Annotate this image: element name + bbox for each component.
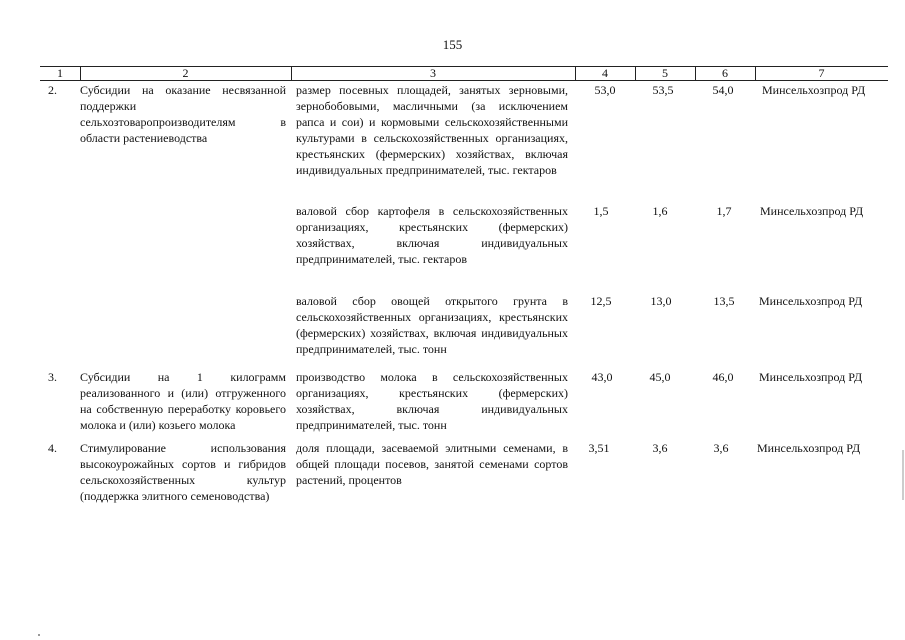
indicator-text: валовой сбор овощей открытого грунта в сельскохозяйственных организациях, крестьянских (фермерских) хозяйствах, включая индивидуальных предпринимателей, тыс. тонн	[296, 294, 568, 356]
row-number: 3.	[48, 370, 57, 384]
responsible: Минсельхозпрод РД	[759, 294, 863, 308]
value-year-2: 45,0	[649, 370, 671, 384]
value-year-1: 1,5	[593, 204, 609, 218]
responsible: Минсельхозпрод РД	[760, 204, 864, 218]
col-header-4: 4	[602, 66, 608, 80]
responsible: Минсельхозпрод РД	[757, 441, 861, 455]
value-year-3: 46,0	[712, 370, 734, 384]
indicator-text: доля площади, засеваемой элитными семенами, в общей площади посевов, занятой семенами сортов растений, процентов	[296, 441, 568, 487]
col-header-1: 1	[57, 66, 63, 80]
scan-dot	[38, 634, 40, 636]
value-year-1: 12,5	[590, 294, 612, 308]
value-year-1: 3,51	[588, 441, 610, 455]
page-number: 155	[442, 37, 463, 52]
measure-name: Стимулирование использования высокоурожайных сортов и гибридов сельскохозяйственных культур (поддержка элитного семеноводства)	[80, 441, 286, 503]
col-header-7: 7	[818, 66, 825, 80]
indicator-text: валовой сбор картофеля в сельскохозяйственных организациях, крестьянских (фермерских) хозяйствах, включая индивидуальных предпринимателей, тыс. гектаров	[296, 204, 568, 266]
col-header-5: 5	[662, 66, 668, 80]
measure-name: Субсидии на 1 килограмм реализованного и (или) отгруженного на собственную переработку коровьего молока и (или) козьего молока	[80, 370, 286, 432]
row-number: 2.	[48, 83, 57, 97]
indicator-text: производство молока в сельскохозяйственных организациях, крестьянских (фермерских) хозяйствах, включая индивидуальных предпринимателей, тыс. тонн	[296, 370, 568, 432]
value-year-2: 3,6	[652, 441, 668, 455]
col-header-2: 2	[182, 66, 189, 80]
measure-name: Субсидии на оказание несвязанной поддержки сельхозтоваропроизводителям в области растениеводства	[80, 83, 286, 145]
value-year-3: 54,0	[712, 83, 734, 97]
scan-edge	[902, 450, 904, 500]
value-year-1: 43,0	[591, 370, 613, 384]
indicator-text: размер посевных площадей, занятых зерновыми, зернобобовыми, масличными (за исключением рапса и сои) и кормовыми сельскохозяйственными культурами в сельскохозяйственных организациях, крестьянских (фермерских) хозяйствах, включая индивидуальных предпринимателей, тыс. гектаров	[296, 83, 568, 177]
col-header-3: 3	[430, 66, 436, 80]
value-year-1: 53,0	[594, 83, 616, 97]
value-year-2: 53,5	[652, 83, 674, 97]
responsible: Минсельхозпрод РД	[762, 83, 866, 97]
col-header-6: 6	[722, 66, 728, 80]
value-year-2: 1,6	[652, 204, 668, 218]
value-year-3: 13,5	[713, 294, 735, 308]
value-year-3: 3,6	[713, 441, 729, 455]
table-header-row	[40, 66, 888, 81]
value-year-3: 1,7	[716, 204, 732, 218]
value-year-2: 13,0	[650, 294, 672, 308]
row-number: 4.	[48, 441, 57, 455]
responsible: Минсельхозпрод РД	[759, 370, 863, 384]
